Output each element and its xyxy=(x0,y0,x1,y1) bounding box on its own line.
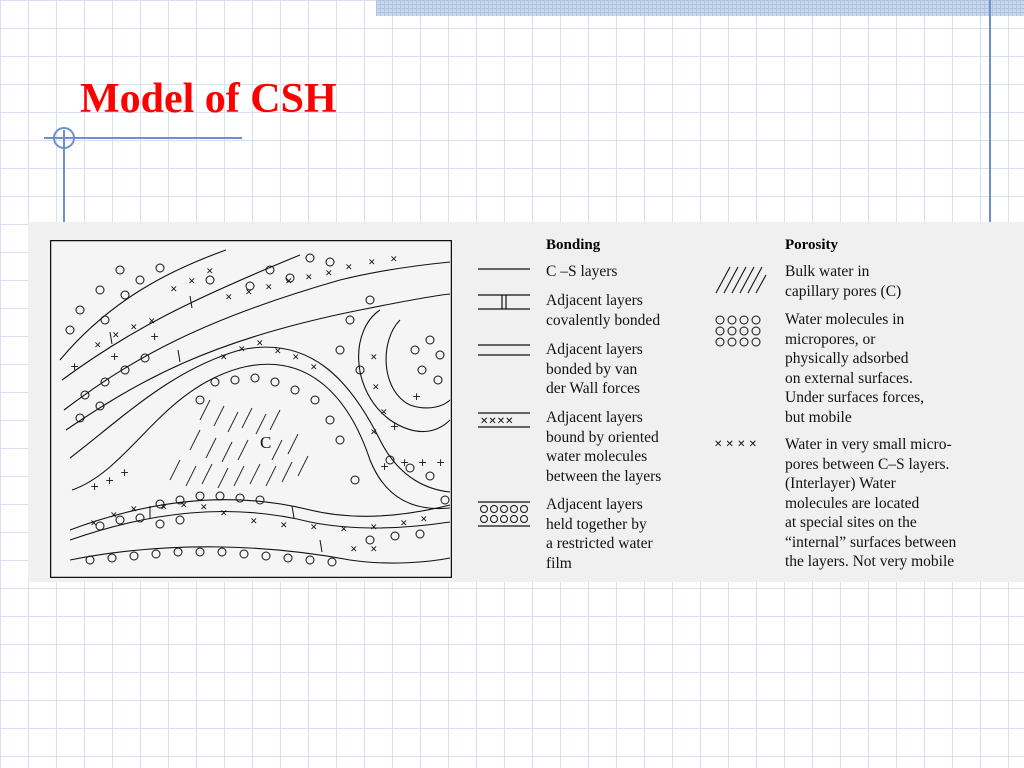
oriented-water-symbol xyxy=(478,411,530,429)
svg-text:+: + xyxy=(380,460,390,473)
svg-text:✕: ✕ xyxy=(372,383,380,393)
svg-text:✕: ✕ xyxy=(292,353,300,363)
svg-text:+: + xyxy=(150,330,160,343)
svg-text:✕: ✕ xyxy=(420,515,428,525)
svg-text:✕: ✕ xyxy=(310,523,318,533)
svg-text:✕: ✕ xyxy=(345,263,353,273)
svg-text:✕: ✕ xyxy=(310,363,318,373)
svg-text:+: + xyxy=(90,480,100,493)
svg-text:✕: ✕ xyxy=(188,277,196,287)
bonding-item-c-s-layers: C –S layers xyxy=(546,263,618,280)
svg-text:✕: ✕ xyxy=(370,353,378,363)
svg-text:✕: ✕ xyxy=(370,428,378,438)
svg-text:✕: ✕ xyxy=(368,258,376,268)
header-band xyxy=(376,0,1024,16)
capillary-hatch-symbol xyxy=(714,265,768,295)
csh-figure xyxy=(28,222,1024,582)
svg-text:+: + xyxy=(110,350,120,363)
svg-text:✕: ✕ xyxy=(180,501,188,511)
micropore-symbol xyxy=(714,314,768,348)
svg-text:✕: ✕ xyxy=(325,269,333,279)
svg-text:✕: ✕ xyxy=(148,317,156,327)
svg-text:✕: ✕ xyxy=(130,505,138,515)
svg-text:✕: ✕ xyxy=(250,517,258,527)
svg-text:✕: ✕ xyxy=(340,525,348,535)
svg-text:✕: ✕ xyxy=(160,503,168,513)
svg-text:✕: ✕ xyxy=(94,341,102,351)
svg-text:+: + xyxy=(390,420,400,433)
van-der-waals-symbol xyxy=(478,343,530,357)
svg-text:✕: ✕ xyxy=(170,285,178,295)
bonding-item-covalent: Adjacent layers covalently bonded xyxy=(546,292,661,329)
svg-text:✕: ✕ xyxy=(200,503,208,513)
svg-text:✕: ✕ xyxy=(350,545,358,555)
interlayer-water-symbol xyxy=(714,436,770,450)
svg-text:✕: ✕ xyxy=(305,273,313,283)
bonding-item-oriented-water: Adjacent layers bound by oriented water molecules between the layers xyxy=(546,409,662,485)
svg-text:✕: ✕ xyxy=(225,293,233,303)
diagram-center-label: C xyxy=(260,433,272,452)
svg-text:✕ ✕ ✕ ✕: ✕ ✕ ✕ ✕ xyxy=(714,439,758,450)
porosity-item-interlayer: Water in very small micro- pores between C–S layers. (Interlayer) Water molecules are located at special sites on the “internal” surfaces between the layers. Not very mobile xyxy=(785,436,957,570)
svg-text:✕: ✕ xyxy=(370,545,378,555)
bonding-heading: Bonding xyxy=(546,237,601,253)
slide-title: Model of CSH xyxy=(80,76,337,122)
svg-text:✕: ✕ xyxy=(280,521,288,531)
svg-text:✕: ✕ xyxy=(238,345,246,355)
csh-layer-diagram xyxy=(50,240,452,578)
svg-text:✕: ✕ xyxy=(245,288,253,298)
svg-text:✕: ✕ xyxy=(285,277,293,287)
svg-text:+: + xyxy=(412,390,422,403)
svg-text:✕: ✕ xyxy=(220,353,228,363)
svg-text:+: + xyxy=(418,456,428,469)
svg-text:✕: ✕ xyxy=(370,523,378,533)
svg-text:✕: ✕ xyxy=(274,347,282,357)
svg-text:✕✕✕✕: ✕✕✕✕ xyxy=(480,416,514,427)
svg-text:+: + xyxy=(436,456,446,469)
svg-text:✕: ✕ xyxy=(400,519,408,529)
c-s-layer-symbol xyxy=(478,265,530,273)
svg-text:✕: ✕ xyxy=(130,323,138,333)
restricted-water-symbol xyxy=(478,500,530,528)
svg-text:✕: ✕ xyxy=(265,283,273,293)
porosity-heading: Porosity xyxy=(785,237,839,253)
svg-text:✕: ✕ xyxy=(110,511,118,521)
svg-text:✕: ✕ xyxy=(220,509,228,519)
svg-text:+: + xyxy=(70,360,80,373)
svg-text:✕: ✕ xyxy=(206,267,214,277)
svg-text:✕: ✕ xyxy=(90,519,98,529)
porosity-item-micropores: Water molecules in micropores, or physically adsorbed on external surfaces. Under surfaces forces, but mobile xyxy=(785,311,925,426)
bonding-item-restricted-water: Adjacent layers held together by a restricted water film xyxy=(546,496,653,572)
svg-text:+: + xyxy=(400,456,410,469)
svg-text:+: + xyxy=(120,466,130,479)
svg-text:✕: ✕ xyxy=(256,339,264,349)
svg-text:+: + xyxy=(105,474,115,487)
svg-text:✕: ✕ xyxy=(390,255,398,265)
bonding-item-van-der-waals: Adjacent layers bonded by van der Wall forces xyxy=(546,341,643,397)
porosity-item-bulk-water: Bulk water in capillary pores (C) xyxy=(785,263,902,300)
covalent-bond-symbol xyxy=(478,292,530,312)
svg-text:✕: ✕ xyxy=(380,408,388,418)
svg-text:✕: ✕ xyxy=(112,331,120,341)
